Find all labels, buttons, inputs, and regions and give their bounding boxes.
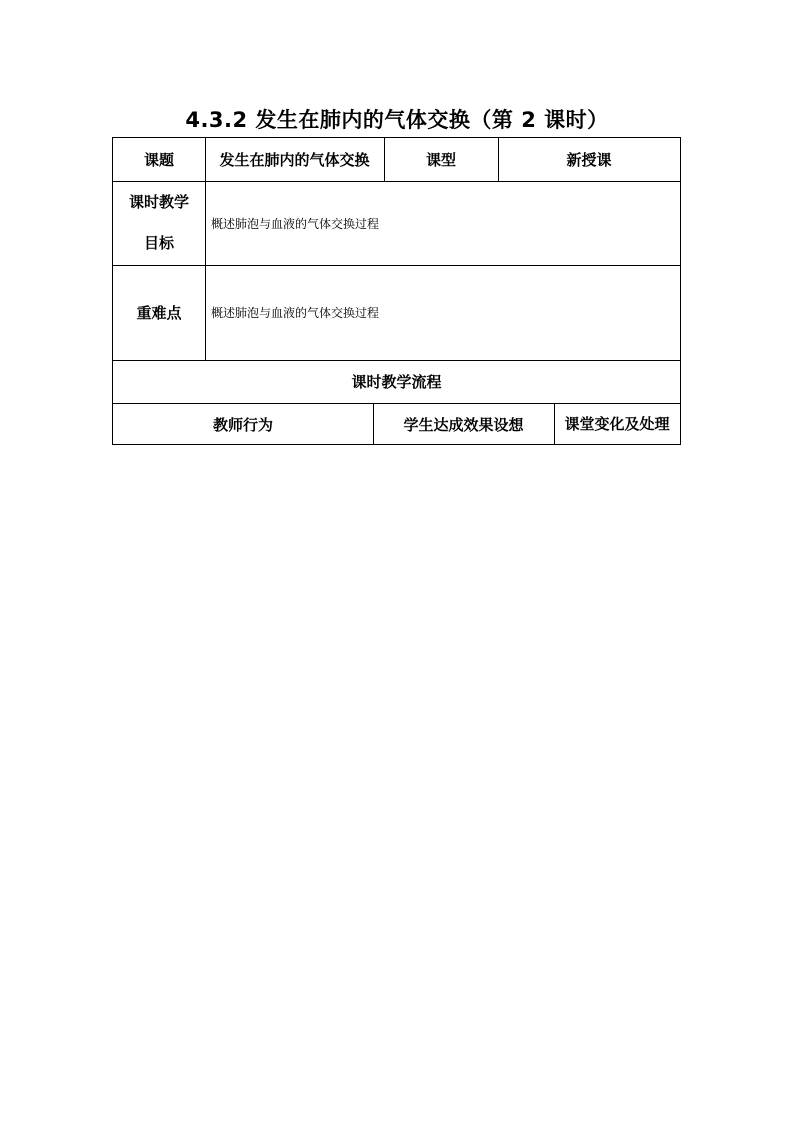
topic-label: 课题 xyxy=(143,151,174,169)
objectives-label-line2: 目标 xyxy=(143,234,174,252)
lesson-type-label: 课型 xyxy=(425,151,456,169)
objectives-label xyxy=(113,181,205,265)
topic-value: 发生在肺内的气体交换 xyxy=(219,151,370,169)
student-outcome-header: 学生达成效果设想 xyxy=(403,415,524,434)
key-points-label: 重难点 xyxy=(136,304,182,322)
process-header: 课时教学流程 xyxy=(351,373,442,391)
objectives-content: 概述肺泡与血液的气体交换过程 xyxy=(211,216,380,231)
teacher-behavior-header: 教师行为 xyxy=(212,415,273,434)
key-points-content: 概述肺泡与血液的气体交换过程 xyxy=(211,306,380,320)
lesson-plan-table xyxy=(112,137,681,445)
document-title: 4.3.2 发生在肺内的气体交换（第 2 课时） xyxy=(185,108,609,132)
objectives-label-line1: 课时教学 xyxy=(128,193,189,211)
classroom-changes-header: 课堂变化及处理 xyxy=(564,415,670,433)
lesson-type-value: 新授课 xyxy=(566,151,612,169)
